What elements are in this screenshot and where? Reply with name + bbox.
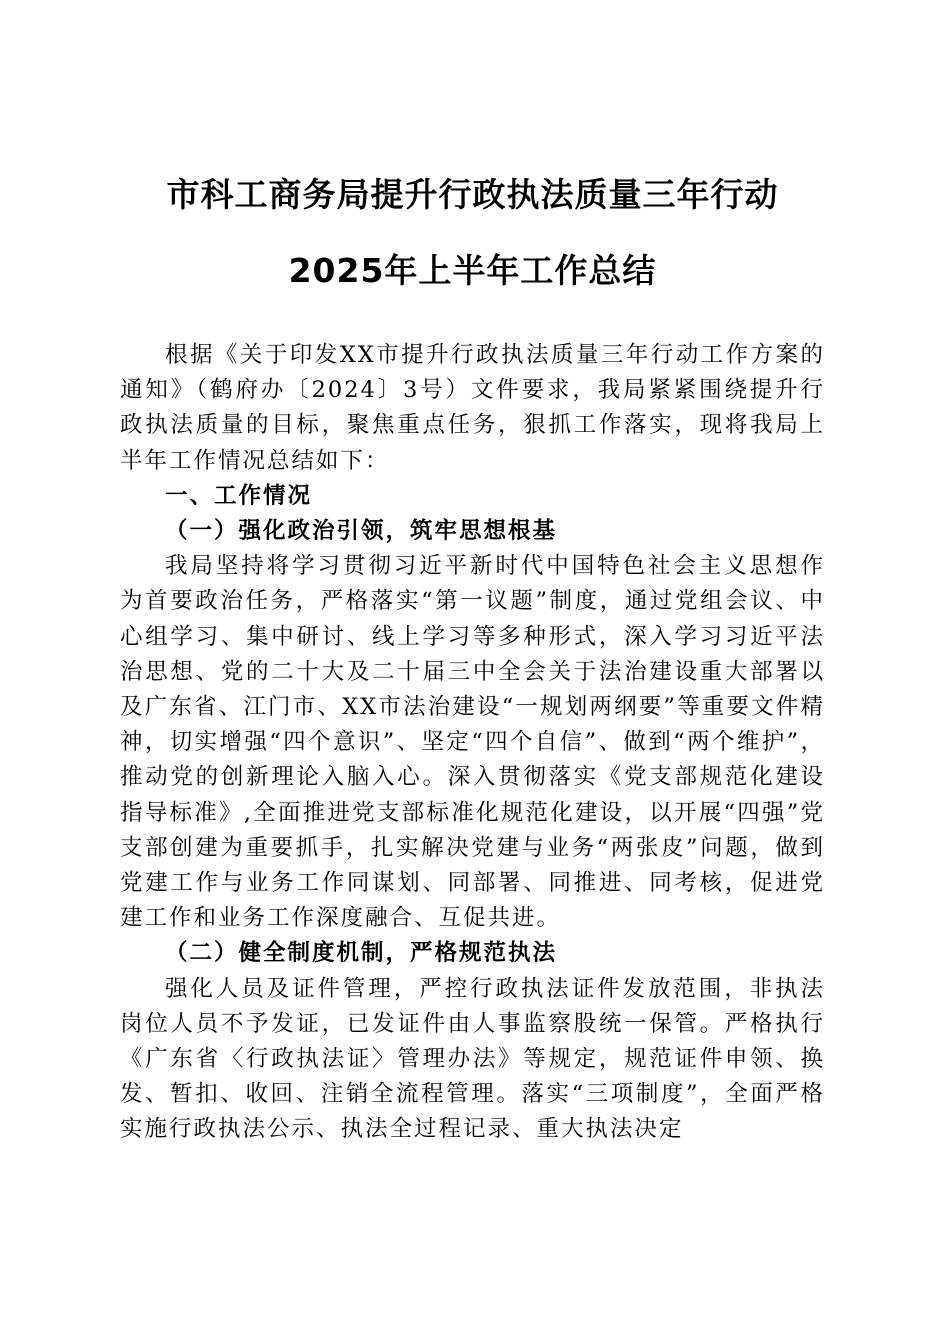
document-title-line-1: 市科工商务局提升行政执法质量三年行动 xyxy=(166,175,779,214)
intro-paragraph: 根据《关于印发XX市提升行政执法质量三年行动工作方案的通知》（鹤府办〔2024〕3号）文件要求，我局紧紧围绕提升行政执法质量的目标，聚焦重点任务，狠抓工作落实，现将我局上半年工作情况总结如下： xyxy=(120,342,825,474)
subsection-body-political-guidance: 我局坚持将学习贯彻习近平新时代中国特色社会主义思想作为首要政治任务，严格落实“第一议题”制度，通过党组会议、中心组学习、集中研讨、线上学习等多种形式，深入学习习近平法治思想、党的二十大及二十届三中全会关于法治建设重大部署以及广东省、江门市、XX市法治建设“一规划两纲要”等重要文件精神，切实增强“四个意识”、坚定“四个自信”、做到“两个维护”，推动党的创新理论入脑入心。深入贯彻落实《党支部规范化建设指导标准》,全面推进党支部标准化规范化建设，以开展“四强”党支部创建为重要抓手，扎实解决党建与业务“两张皮”问题，做到党建工作与业务工作同谋划、同部署、同推进、同考核，促进党建工作和业务工作深度融合、互促共进。 xyxy=(120,553,825,932)
section-heading-work-status: 一、工作情况 xyxy=(165,482,313,509)
document-page xyxy=(120,172,825,1148)
subsection-heading-political-guidance: （一）强化政治引领，筑牢思想根基 xyxy=(165,518,558,545)
document-title-line-2: 2025年上半年工作总结 xyxy=(288,251,657,290)
subsection-heading-institutional-mechanisms: （二）健全制度机制，严格规范执法 xyxy=(165,940,558,967)
subsection-body-institutional-mechanisms: 强化人员及证件管理，严控行政执法证件发放范围，非执法岗位人员不予发证，已发证件由人事监察股统一保管。严格执行《广东省〈行政执法证〉管理办法》等规定，规范证件申领、换发、暂扣、收回、注销全流程管理。落实“三项制度”，全面严格实施行政执法公示、执法全过程记录、重大执法决定 xyxy=(120,975,825,1143)
